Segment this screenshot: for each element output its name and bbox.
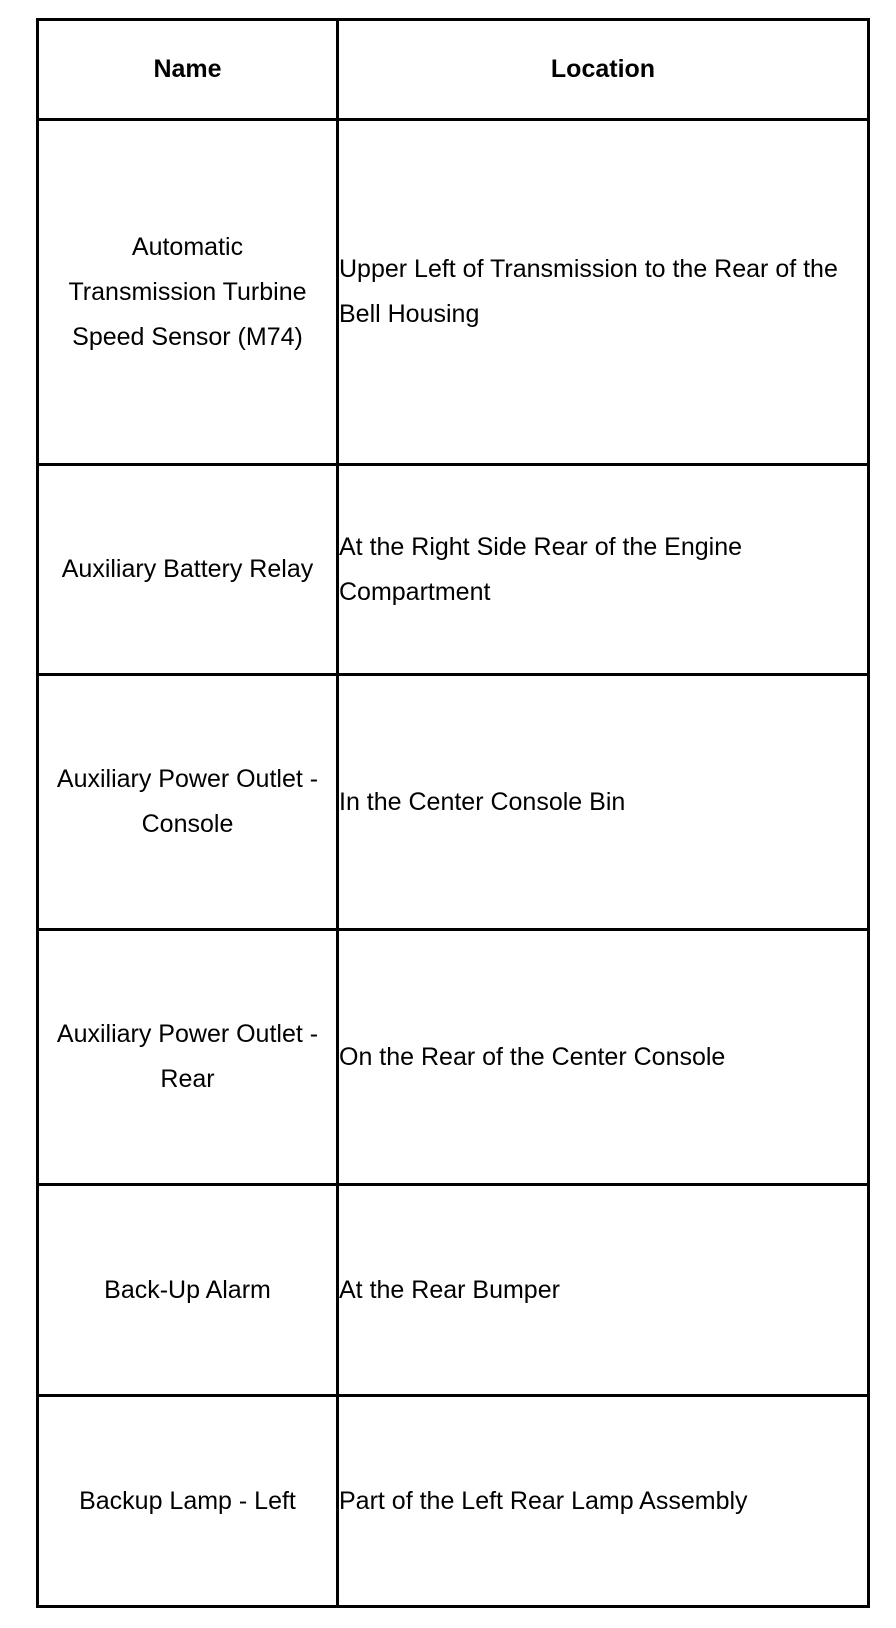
component-name: Auxiliary Power Outlet - Console [56,765,319,838]
column-header-location: Location [338,20,869,120]
component-name-cell [38,930,338,1185]
table-header-row [38,20,869,120]
table-row [38,120,869,465]
table-row [38,1185,869,1396]
component-name-cell [38,465,338,675]
component-location: In the Center Console Bin [338,675,869,930]
component-name: Auxiliary Battery Relay [61,555,314,583]
component-name: Back-Up Alarm [104,1275,271,1304]
component-name-cell [38,120,338,465]
component-location-table [36,18,870,1608]
table-row [38,465,869,675]
column-header-name: Name [38,20,338,120]
component-name: Automatic Transmission Turbine Speed Sensor (M74) [68,232,307,351]
component-name-cell [38,675,338,930]
component-name: Auxiliary Power Outlet - Rear [56,1020,319,1093]
table-row [38,1396,869,1607]
component-name-cell [38,1185,338,1396]
component-name: Backup Lamp - Left [79,1486,296,1515]
component-location: On the Rear of the Center Console [338,930,869,1185]
component-location: At the Right Side Rear of the Engine Compartment [338,465,869,675]
component-name-cell [38,1396,338,1607]
component-location: Part of the Left Rear Lamp Assembly [338,1396,869,1607]
component-location: At the Rear Bumper [338,1185,869,1396]
table-row [38,930,869,1185]
table-row [38,675,869,930]
component-location: Upper Left of Transmission to the Rear of the Bell Housing [338,120,869,465]
